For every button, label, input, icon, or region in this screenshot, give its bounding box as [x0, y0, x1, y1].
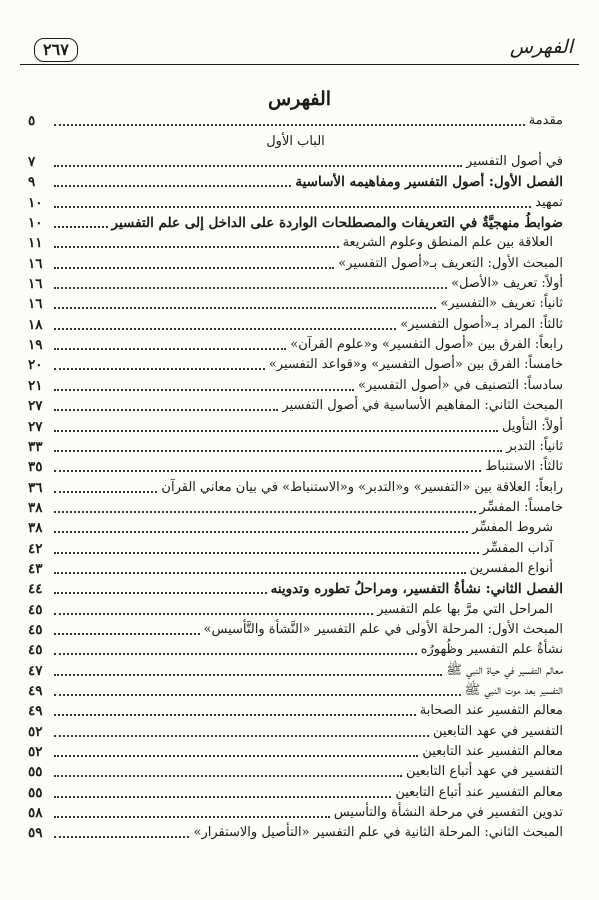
toc-entry-title: معالم التفسير عند الصحابة — [419, 703, 563, 719]
toc-leader-dots — [54, 592, 267, 594]
toc-entry — [28, 313, 563, 333]
toc-page-number: ٤٥ — [28, 642, 43, 659]
page-number: ٢٦٧ — [34, 38, 78, 62]
toc-page-number: ٥٢ — [28, 744, 43, 760]
toc-entry — [28, 741, 563, 761]
toc-leader-dots — [54, 348, 286, 350]
toc-entry-title: تمهيد — [535, 194, 563, 210]
toc-entry-title: العلاقة بين علم المنطق وعلوم الشريعة — [342, 235, 553, 251]
toc-entry-title: ثالثاً: المراد بـ«أصول التفسير» — [400, 316, 563, 332]
toc-leader-dots — [54, 491, 157, 493]
toc-entry — [28, 354, 563, 374]
toc-leader-dots — [54, 674, 442, 676]
toc-leader-dots — [54, 735, 429, 737]
toc-entry-title: أولاً: تعريف «الأصل» — [451, 276, 563, 292]
toc-leader-dots — [54, 694, 461, 696]
toc-entry-title: خامساً: الفرق بين «أصول التفسير» و«قواعد التفسير» — [268, 357, 563, 373]
toc-entry-title: أنواع المفسرين — [469, 560, 553, 576]
toc-entry — [28, 680, 563, 700]
toc-leader-dots — [54, 775, 402, 777]
toc-leader-dots — [54, 450, 502, 452]
toc-page-number: ٥٨ — [28, 805, 43, 822]
toc-leader-dots — [54, 796, 391, 798]
toc-entry — [28, 639, 563, 659]
toc-entry — [28, 761, 563, 781]
toc-leader-dots — [54, 511, 476, 513]
toc-leader-dots — [54, 409, 278, 411]
toc-entry — [28, 476, 563, 496]
toc-page-number: ١٠ — [28, 215, 43, 232]
toc-entry-title: ثالثاً: الاستنباط — [485, 459, 563, 475]
toc-entry — [28, 700, 563, 720]
toc-leader-dots — [54, 714, 416, 716]
toc-page-number: ٢٠ — [28, 357, 43, 374]
toc-entry-title: ضوابطُ منهجيَّةٌ في التعريفات والمصطلحات الواردة على الداخل إلى علم التفسير — [111, 215, 563, 232]
toc-leader-dots — [54, 531, 468, 533]
table-of-contents — [28, 110, 563, 842]
toc-leader-dots — [54, 836, 189, 838]
toc-entry — [28, 191, 563, 211]
toc-entry — [28, 110, 563, 130]
toc-entry-title: التفسير في عهد التابعين — [433, 723, 563, 739]
toc-leader-dots — [54, 124, 525, 126]
toc-page-number: ١٠ — [28, 194, 43, 211]
toc-entry — [28, 578, 563, 598]
toc-leader-dots — [54, 287, 447, 289]
toc-page-number: ٥٥ — [28, 764, 43, 781]
toc-leader-dots — [54, 613, 373, 615]
toc-entry — [28, 822, 563, 842]
toc-leader-dots — [54, 816, 330, 818]
toc-entry-title: تدوين التفسير في مرحلة النشأة والتأسيس — [333, 805, 563, 821]
toc-entry-title: رابعاً: الفرق بين «أصول التفسير» و«علوم القرآن» — [290, 337, 563, 353]
toc-entry-title: المبحث الأول: المرحلة الأولى في علم التفسير «النَّشأة والتَّأسيس» — [203, 621, 563, 637]
toc-page-number: ٣٥ — [28, 459, 43, 476]
index-title: الفهرس — [267, 88, 332, 110]
toc-entry-title: أولاً: التأويل — [501, 418, 563, 434]
toc-page-number: ٤٧ — [28, 662, 43, 679]
toc-entry — [28, 456, 563, 476]
toc-entry — [28, 720, 563, 740]
toc-page-number: ٥٢ — [28, 723, 43, 740]
toc-leader-dots — [54, 226, 108, 228]
toc-leader-dots — [54, 206, 531, 208]
toc-leader-dots — [54, 185, 291, 187]
toc-entry — [28, 252, 563, 272]
toc-entry — [28, 517, 563, 537]
toc-entry-title: الباب الأول — [266, 133, 325, 149]
toc-page-number: ٣٣ — [28, 438, 43, 455]
toc-entry — [28, 151, 563, 171]
toc-leader-dots — [54, 470, 481, 472]
toc-entry — [28, 802, 563, 822]
toc-leader-dots — [54, 328, 396, 330]
toc-entry — [28, 293, 563, 313]
toc-page-number: ٤٣ — [28, 560, 43, 577]
toc-page-number: ٣٨ — [28, 520, 43, 537]
toc-entry-title: المبحث الأول: التعريف بـ«أصول التفسير» — [338, 255, 563, 271]
toc-entry-title: رابعاً: العلاقة بين «التفسير» و«التدبر» و«الاستنباط» في بيان معاني القرآن — [161, 479, 563, 495]
toc-entry — [28, 334, 563, 354]
toc-entry-title: آداب المفسِّر — [483, 540, 553, 556]
toc-page-number: ٣٨ — [28, 499, 43, 516]
toc-leader-dots — [54, 572, 466, 574]
toc-page-number: ٤٩ — [28, 682, 43, 699]
toc-entry-title: نشأةُ علم التفسير وظُهورُه — [420, 642, 563, 658]
toc-entry-title: المبحث الثاني: المفاهيم الأساسية في أصول التفسير — [282, 398, 563, 414]
toc-page-number: ٢١ — [28, 377, 43, 394]
section-heading — [28, 130, 563, 150]
toc-leader-dots — [54, 552, 479, 554]
toc-entry — [28, 598, 563, 618]
toc-entry-title: معالم التفسير عند التابعين — [422, 744, 563, 759]
running-header-title: الفهرس — [509, 36, 573, 58]
toc-leader-dots — [54, 246, 339, 248]
toc-entry — [28, 395, 563, 415]
toc-entry — [28, 415, 563, 435]
toc-entry-title: شروط المفسِّر — [472, 520, 553, 536]
toc-entry-title: المبحث الثاني: المرحلة الثانية في علم التفسير «التأصيل والاستقرار» — [193, 825, 563, 841]
toc-page-number: ٥٩ — [28, 825, 43, 842]
running-header — [20, 36, 579, 66]
header-rule — [20, 64, 579, 65]
toc-page-number: ٩ — [28, 174, 36, 191]
toc-entry — [28, 273, 563, 293]
toc-page-number: ٧ — [28, 154, 36, 171]
toc-entry — [28, 436, 563, 456]
toc-page-number: ٥٥ — [28, 784, 43, 801]
toc-leader-dots — [54, 267, 334, 269]
toc-entry-title: الفصل الثاني: نشأةُ التفسير، ومراحلُ تطوره وتدوينه — [270, 581, 563, 598]
toc-entry-title: مقدمة — [528, 113, 563, 129]
toc-entry-title: ثانياً: تعريف «التفسير» — [440, 296, 563, 312]
toc-entry — [28, 497, 563, 517]
toc-leader-dots — [54, 389, 354, 391]
toc-entry — [28, 558, 563, 578]
toc-entry-title: المراحل التي مرَّ بها علم التفسير — [377, 601, 553, 617]
toc-page-number: ٤٥ — [28, 601, 43, 618]
toc-page-number: ٤٩ — [28, 703, 43, 720]
toc-leader-dots — [54, 307, 436, 309]
toc-entry — [28, 171, 563, 191]
toc-leader-dots — [54, 633, 200, 635]
toc-leader-dots — [54, 430, 498, 432]
toc-page-number: ٢٧ — [28, 398, 43, 415]
toc-entry-title: ثانياً: التدبر — [506, 438, 563, 454]
toc-page-number: ٤٥ — [28, 621, 43, 638]
toc-page-number: ٤٤ — [28, 581, 43, 598]
toc-page-number: ١٨ — [28, 316, 43, 333]
toc-page-number: ٢٧ — [28, 418, 43, 435]
toc-page-number: ١٩ — [28, 337, 43, 354]
toc-leader-dots — [54, 165, 462, 167]
toc-leader-dots — [54, 755, 418, 757]
toc-page-number: ٤٢ — [28, 540, 43, 557]
toc-page-number: ١١ — [28, 235, 43, 252]
toc-entry-title: في أصول التفسير — [466, 154, 563, 170]
toc-leader-dots — [54, 653, 417, 655]
toc-page-number: ٣٦ — [28, 479, 43, 496]
toc-entry — [28, 232, 563, 252]
toc-entry — [28, 619, 563, 639]
toc-entry-title: التفسير بعد موت النبي ﷺ — [464, 682, 563, 698]
toc-entry-title: خامساً: المفسِّر — [479, 499, 563, 515]
toc-entry — [28, 374, 563, 394]
toc-entry-title: سادساً: التصنيف في «أصول التفسير» — [357, 377, 563, 393]
toc-entry — [28, 537, 563, 557]
toc-page-number: ١٦ — [28, 296, 43, 313]
toc-entry-title: التفسير في عهد أتباع التابعين — [406, 764, 563, 780]
toc-page-number: ١٦ — [28, 276, 43, 293]
toc-leader-dots — [54, 368, 265, 370]
toc-entry — [28, 659, 563, 679]
toc-page-number: ٥ — [28, 113, 36, 130]
toc-entry-title: معالم التفسير في حياة النبي ﷺ — [446, 662, 563, 678]
toc-entry — [28, 781, 563, 801]
toc-entry — [28, 212, 563, 232]
toc-page-number: ١٦ — [28, 255, 43, 272]
toc-entry-title: معالم التفسير عند أتباع التابعين — [395, 784, 563, 800]
toc-entry-title: الفصل الأول: أصول التفسير ومفاهيمه الأساسية — [295, 174, 563, 191]
